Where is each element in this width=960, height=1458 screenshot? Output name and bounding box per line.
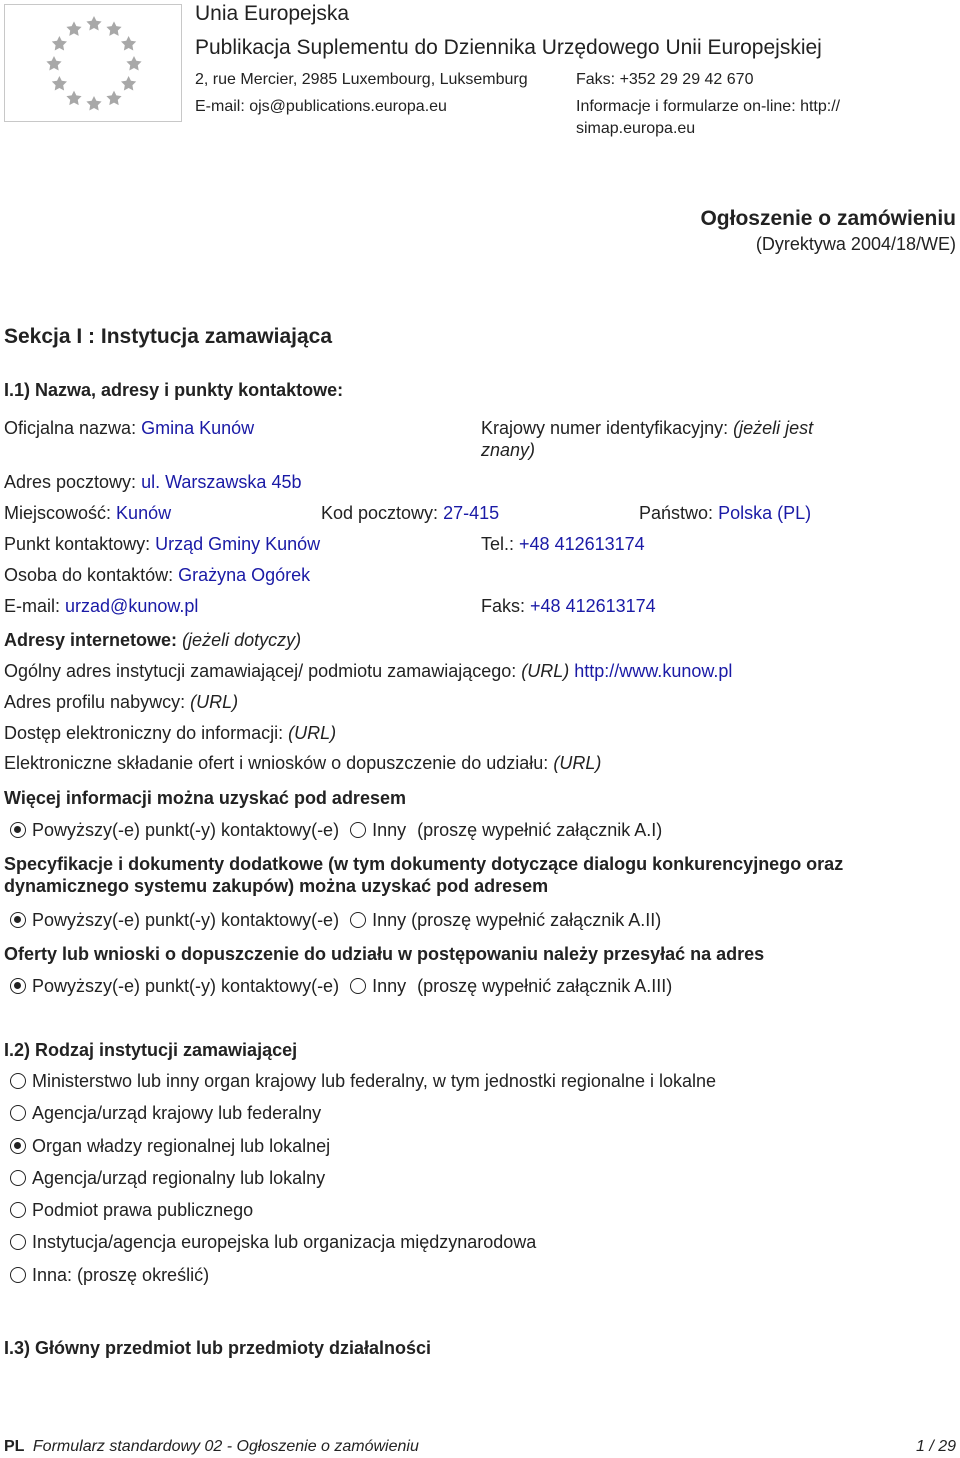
radio-unchecked-icon[interactable] (10, 1170, 26, 1186)
general-address-link[interactable]: http://www.kunow.pl (574, 661, 733, 681)
postal-address-row (4, 471, 301, 493)
header-address: 2, rue Mercier, 2985 Luxembourg, Luksemburg (195, 71, 528, 88)
radio-unchecked-icon[interactable] (10, 1267, 26, 1283)
tel-label: Tel.: (481, 534, 515, 554)
institution-type-option[interactable] (10, 1167, 716, 1199)
radio-checked-icon[interactable] (10, 912, 26, 928)
radio-unchecked-icon[interactable] (10, 1202, 26, 1218)
radio-unchecked-icon[interactable] (10, 1234, 26, 1250)
header-info[interactable] (576, 96, 840, 140)
electronic-submission-label: Elektroniczne składanie ofert i wniosków o dopuszczenie do udziału: (4, 753, 549, 773)
offers-option-other-note: (proszę wypełnić załącznik A.III) (417, 976, 673, 996)
offers-options (10, 975, 672, 997)
postal-address-label: Adres pocztowy: (4, 472, 137, 492)
header-email[interactable]: E-mail: ojs@publications.europa.eu (195, 98, 447, 115)
more-info-heading: Więcej informacji można uzyskać pod adresem (4, 788, 406, 808)
institution-type-label: Instytucja/agencja europejska lub organizacja międzynarodowa (32, 1232, 537, 1253)
eu-stars-flag-icon (5, 5, 183, 123)
institution-type-label: Podmiot prawa publicznego (32, 1200, 254, 1221)
footer-lang: PL (4, 1438, 25, 1455)
official-name-row (4, 417, 254, 439)
institution-type-label: Inna: (proszę określić) (32, 1264, 210, 1285)
official-name-label: Oficjalna nazwa: (4, 418, 137, 438)
more-info-options (10, 819, 662, 841)
electronic-submission-row (4, 752, 601, 774)
town-row (4, 502, 171, 524)
institution-type-label: Ministerstwo lub inny organ krajowy lub federalny, w tym jednostki regionalne i lokalne (32, 1071, 716, 1091)
contact-person-row (4, 564, 310, 586)
buyer-profile-row (4, 691, 238, 713)
notice-directive: (Dyrektywa 2004/18/WE) (755, 234, 956, 254)
internet-note: (jeżeli dotyczy) (182, 630, 302, 650)
internet-heading: Adresy internetowe: (4, 630, 178, 650)
national-id-label: Krajowy numer identyfikacyjny: (481, 418, 729, 438)
contact-person-value: Grażyna Ogórek (178, 565, 311, 585)
institution-type-option[interactable] (10, 1231, 716, 1263)
radio-unchecked-icon[interactable] (10, 1105, 26, 1121)
general-address-row (4, 660, 732, 682)
fax-label: Faks: (481, 596, 526, 616)
i2-heading: I.2) Rodzaj instytucji zamawiającej (4, 1040, 298, 1060)
spec-option-other[interactable]: Inny (proszę wypełnić załącznik A.II) (372, 910, 662, 930)
national-id-note-1: (jeżeli jest (733, 418, 814, 438)
fax-row (481, 595, 656, 617)
header-org: Unia Europejska (195, 2, 350, 25)
contact-person-label: Osoba do kontaktów: (4, 565, 174, 585)
national-id-note-2: znany) (481, 440, 536, 460)
spec-heading-line1: Specyfikacje i dokumenty dodatkowe (w tym dokumenty dotyczące dialogu konkurencyjnego oraz (4, 854, 844, 874)
radio-unchecked-icon[interactable] (350, 978, 366, 994)
eu-logo (4, 4, 182, 122)
country-row (639, 502, 811, 524)
postcode-row (321, 502, 499, 524)
url-tag: (URL) (521, 661, 570, 681)
footer-left (4, 1436, 419, 1458)
email-value[interactable]: urzad@kunow.pl (65, 596, 199, 616)
notice-title: Ogłoszenie o zamówieniu (700, 207, 956, 230)
radio-checked-icon[interactable] (10, 822, 26, 838)
tel-value: +48 412613174 (519, 534, 645, 554)
radio-checked-icon[interactable] (10, 1138, 26, 1154)
spec-options (10, 909, 661, 931)
institution-type-label: Agencja/urząd regionalny lub lokalny (32, 1167, 326, 1188)
electronic-access-label: Dostęp elektroniczny do informacji: (4, 723, 284, 743)
town-label: Miejscowość: (4, 503, 112, 523)
contact-point-label: Punkt kontaktowy: (4, 534, 151, 554)
contact-point-row (4, 533, 320, 555)
radio-unchecked-icon[interactable] (350, 912, 366, 928)
postal-address-value: ul. Warszawska 45b (141, 472, 302, 492)
postcode-value: 27-415 (443, 503, 500, 523)
email-row (4, 595, 198, 617)
more-info-option-above[interactable]: Powyższy(-e) punkt(-y) kontaktowy(-e) (32, 820, 340, 840)
national-id (481, 417, 813, 461)
more-info-option-other-note: (proszę wypełnić załącznik A.I) (417, 820, 663, 840)
offers-option-above[interactable]: Powyższy(-e) punkt(-y) kontaktowy(-e) (32, 976, 340, 996)
offers-option-other[interactable]: Inny (372, 976, 407, 996)
fax-value: +48 412613174 (530, 596, 656, 616)
email-label: E-mail: (4, 596, 61, 616)
header-publication: Publikacja Suplementu do Dziennika Urzędowego Unii Europejskiej (195, 36, 822, 59)
postcode-label: Kod pocztowy: (321, 503, 439, 523)
general-address-label: Ogólny adres instytucji zamawiającej/ podmiotu zamawiającego: (4, 661, 517, 681)
more-info-option-other[interactable]: Inny (372, 820, 407, 840)
section-heading: Sekcja I : Instytucja zamawiająca (4, 325, 333, 348)
institution-type-list (10, 1070, 716, 1296)
official-name-value: Gmina Kunów (141, 418, 255, 438)
electronic-access-row (4, 722, 336, 744)
radio-checked-icon[interactable] (10, 978, 26, 994)
buyer-profile-label: Adres profilu nabywcy: (4, 692, 186, 712)
institution-type-label: Agencja/urząd krajowy lub federalny (32, 1103, 322, 1124)
institution-type-option[interactable] (10, 1264, 716, 1296)
i1-heading: I.1) Nazwa, adresy i punkty kontaktowe: (4, 380, 344, 400)
offers-heading: Oferty lub wnioski o dopuszczenie do udziału w postępowaniu należy przesyłać na adres (4, 944, 765, 964)
institution-type-option[interactable] (10, 1199, 716, 1231)
footer-page: 1 / 29 (915, 1438, 956, 1455)
institution-type-option[interactable] (10, 1135, 716, 1167)
country-value: Polska (PL) (718, 503, 812, 523)
header-info-line1: Informacje i formularze on-line: http:// (576, 98, 841, 115)
town-value: Kunów (116, 503, 172, 523)
header-info-line2: simap.europa.eu (576, 120, 696, 137)
radio-unchecked-icon[interactable] (350, 822, 366, 838)
spec-heading (4, 853, 843, 897)
contact-point-value: Urząd Gminy Kunów (155, 534, 321, 554)
footer-form: Formularz standardowy 02 - Ogłoszenie o zamówieniu (32, 1438, 419, 1455)
institution-type-label: Organ władzy regionalnej lub lokalnej (32, 1135, 331, 1156)
country-label: Państwo: (639, 503, 714, 523)
url-tag: (URL) (288, 723, 337, 743)
spec-option-above[interactable]: Powyższy(-e) punkt(-y) kontaktowy(-e) (32, 910, 340, 930)
institution-type-option[interactable] (10, 1102, 716, 1134)
header-fax: Faks: +352 29 29 42 670 (576, 71, 754, 88)
url-tag: (URL) (553, 753, 602, 773)
institution-type-option[interactable] (10, 1070, 716, 1102)
internet-heading-row (4, 629, 301, 651)
url-tag: (URL) (190, 692, 239, 712)
i3-heading: I.3) Główny przedmiot lub przedmioty działalności (4, 1338, 432, 1358)
radio-unchecked-icon[interactable] (10, 1073, 26, 1089)
spec-heading-line2: dynamicznego systemu zakupów) można uzyskać pod adresem (4, 876, 549, 896)
tel-row (481, 533, 645, 555)
